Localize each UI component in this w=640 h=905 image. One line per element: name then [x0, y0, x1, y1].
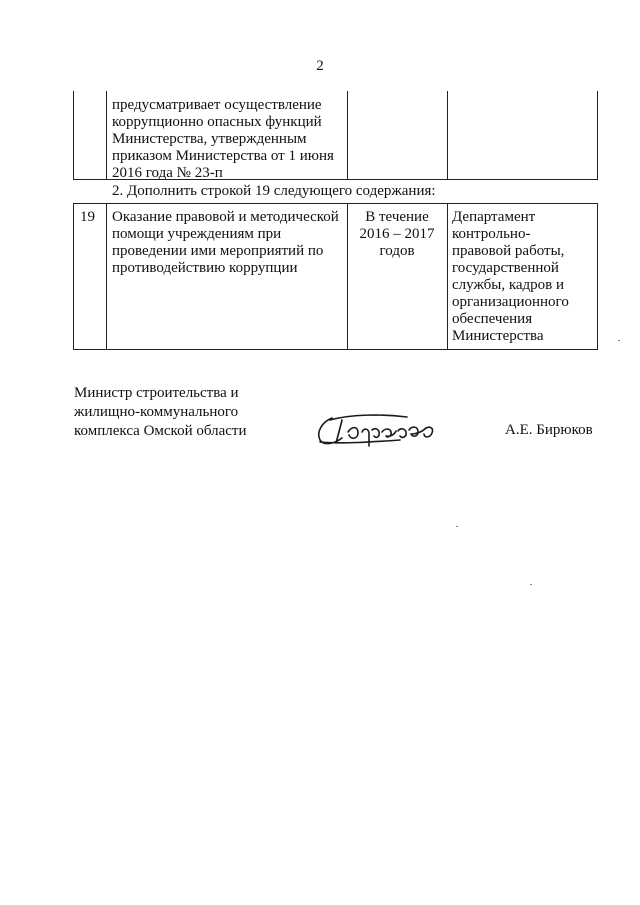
scan-speck [456, 526, 458, 527]
description-cell [112, 209, 344, 277]
text-line: приказом Министерства от 1 июня [112, 148, 334, 164]
scan-speck [530, 584, 532, 585]
title-line: Министр строительства и [74, 385, 239, 401]
text-line: проведении ими мероприятий по [112, 243, 324, 259]
scan-speck [618, 340, 620, 341]
text-line: Оказание правовой и методической [112, 209, 339, 225]
signatory-title [74, 384, 247, 441]
text-line: годов [379, 243, 415, 259]
text-line: правовой работы, [452, 243, 565, 259]
text-line: коррупционно опасных функций [112, 114, 322, 130]
text-line: помощи учреждениям при [112, 226, 282, 242]
continued-table-row [73, 91, 598, 180]
text-line: 2016 года № 23-п [112, 165, 223, 181]
text-line: Министерства [452, 328, 544, 344]
column-divider [347, 204, 348, 349]
page-number: 2 [316, 58, 324, 74]
column-divider [106, 91, 107, 179]
row-number-cell: 19 [80, 209, 95, 225]
text-line: В течение [365, 209, 429, 225]
text-line: службы, кадров и [452, 277, 565, 293]
column-divider [106, 204, 107, 349]
text-line: организационного [452, 294, 569, 310]
term-cell [351, 209, 443, 260]
signatory-name: А.Е. Бирюков [505, 422, 593, 438]
text-line: предусматривает осуществление [112, 97, 322, 113]
text-line: Департамент [452, 209, 536, 225]
instruction-text: 2. Дополнить строкой 19 следующего содержания: [112, 183, 436, 199]
text-line: Министерства, утвержденным [112, 131, 307, 147]
executor-cell [452, 209, 594, 345]
text-line: противодействию коррупции [112, 260, 298, 276]
title-line: комплекса Омской области [74, 423, 247, 439]
text-line: обеспечения [452, 311, 533, 327]
text-line: государственной [452, 260, 559, 276]
column-divider [447, 204, 448, 349]
column-divider [347, 91, 348, 179]
continued-description-cell [112, 97, 344, 182]
text-line: контрольно- [452, 226, 531, 242]
title-line: жилищно-коммунального [74, 404, 239, 420]
handwritten-signature [312, 408, 462, 450]
text-line: 2016 – 2017 [359, 226, 435, 242]
added-table-row [73, 203, 598, 350]
column-divider [447, 91, 448, 179]
